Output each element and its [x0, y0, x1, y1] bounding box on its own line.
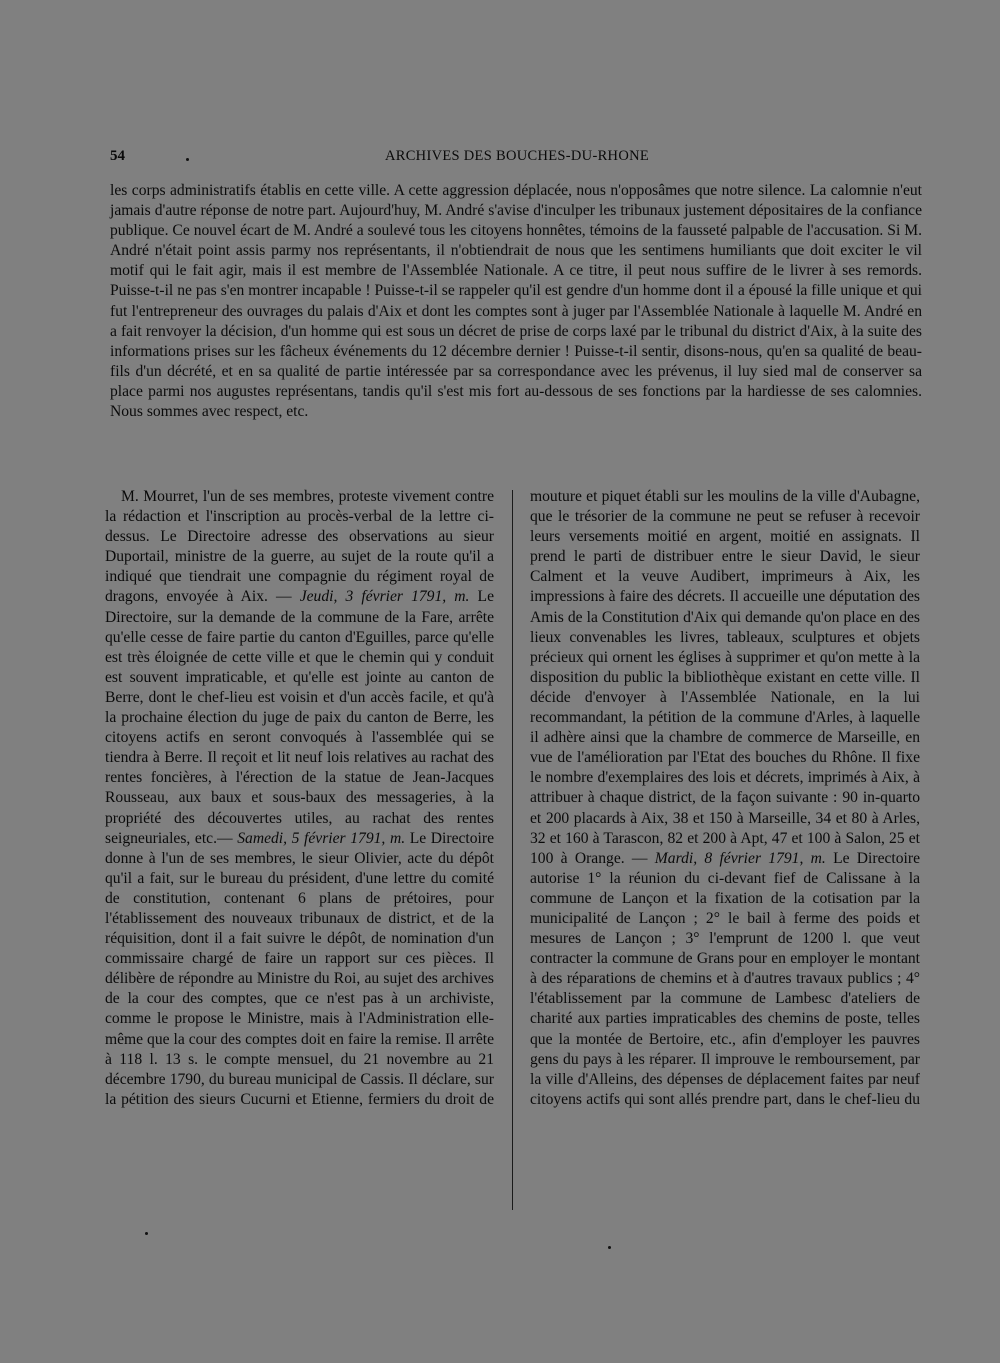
right-date-1: Mardi, 8 février 1791, m.	[654, 849, 826, 867]
page-header	[110, 148, 924, 170]
right-text-part-2: Le Directoire autorise 1° la réunion du ci-devant fief de Calissane à la commune de Lançon et la fixation de la cotisation par la municipalité de Lançon ; 2° le bail à ferme des poids et mesures de Lançon ; 3° l'emprunt de 1200 l. que veut contracter la commune de Grans pour en employer le montant à des réparations de chemins et à d'autres travaux publics ; 4° l'établissement par la commune de Lambesc d'ateliers de charité aux parties impraticables des chemins de poste, telles que la montée de Bertoire, etc., afin d'employer les pauvres gens du pays à les réparer. Il improuve le remboursement, par la ville d'Alleins, des dépenses de déplacement faites par neuf citoyens actifs qui sont allés prendre part, dans le chef-lieu du	[530, 849, 920, 1108]
right-text-part-1: mouture et piquet établi sur les moulins de la ville d'Aubagne, que le trésorier de la commune ne peut se refuser à recevoir leurs versements moitié en argent, moitié en assignats. Il prend le parti de distribuer entre le sieur David, le sieur Calment et la veuve Audibert, imprimeurs à Aix, les impressions à faire des décrets. Il accueille une députation des Amis de la Constitution d'Aix qui demande qu'on place en des lieux convenables les livres, tableaux, sculptures et objets précieux qui ornent les églises à supprimer et qu'on mette à la disposition du public la bibliothèque existant en cette ville. Il décide d'envoyer à l'Assemblée Nationale, en la lui recommandant, la pétition de la commune d'Arles, à laquelle il adhère ainsi que la chambre de commerce de Marseille, en vue de l'amélioration par l'Etat des bouches du Rhône. Il fixe le nombre d'exemplaires des lois et décrets, imprimés à Aix, à attribuer à chaque district, de la façon suivante : 90 in-quarto et 200 placards à Aix, 38 et 150 à Marseille, 34 et 80 à Arles, 32 et 160 à Tarascon, 82 et 200 à Apt, 47 et 100 à Salon, 25 et 100 à Orange. —	[530, 488, 920, 867]
left-column	[105, 487, 494, 1110]
right-column	[530, 487, 920, 1110]
left-text-part-3: Le Directoire donne à l'un de ses membres, le sieur Olivier, acte du dépôt qu'il a fait, sur le bureau du président, d'une lettre du comité de constitution, contenant 6 plans de prétoires, pour l'établissement des nouveaux tribunaux de district, et de la réquisition, dont il a fait suivre le dépôt, de nomination d'un commissaire chargé de faire un rapport sur ces pièces. Il délibère de répondre au Ministre du Roi, au sujet des archives de la cour des comptes, que ce n'est pas à un archiviste, comme le propose le Ministre, mais à l'Administration elle-même que la cour des comptes doit en faire la remise. Il arrête à 118 l. 13 s. le compte mensuel, du 21 novembre au 21 décembre 1790, du bureau municipal de Cassis. Il déclare, sur la pétition des sieurs Cucurni et Etienne, fermiers du droit de	[105, 829, 494, 1108]
top-text-block	[110, 181, 922, 422]
scan-speck	[608, 1246, 611, 1249]
right-column-paragraph	[530, 487, 920, 1110]
page-number: 54	[110, 148, 125, 164]
top-paragraph: les corps administratifs établis en cette ville. A cette aggression déplacée, nous n'opposâmes que notre silence. La calomnie n'eut jamais d'autre réponse de notre part. Aujourd'huy, M. André s'avise d'inculper les tribunaux justement dépositaires de la confiance publique. Ce nouvel écart de M. André a soulevé tous les citoyens honnêtes, témoins de la fausseté palpable de l'accusation. Si M. André n'était point assis parmy nos représentants, il n'obtiendrait de nous que les sentimens humiliants que doit exciter le vil motif qui le fait agir, mais il est membre de l'Assemblée Nationale. A ce titre, il peut nous suffire de le livrer à ses remords. Puisse-t-il ne pas s'en montrer incapable ! Puisse-t-il se rappeler qu'il est gendre d'un homme dont il a épousé la fille unique et qui fut l'entrepreneur des ouvrages du palais d'Aix et dont les comptes sont à juger par l'Assemblée Nationale à laquelle M. André en a fait renvoyer la décision, d'un homme qui est sous un décret de prise de corps laxé par le tribunal du district d'Aix, à la suite des informations prises sur les fâcheux événements du 12 décembre dernier ! Puisse-t-il sentir, disons-nous, qu'en sa qualité de beau-fils d'un décrété, et en sa qualité de partie intéressée par sa correspondance avec les prévenus, il luy sied mal de conserver sa place parmi nos augustes représentans, tandis qu'il s'est mis fort au-dessous de ses fonctions par la hardiesse de ses calomnies. Nous sommes avec respect, etc.	[110, 182, 922, 421]
left-column-paragraph	[105, 487, 494, 1110]
left-text-part-2: Le Directoire, sur la demande de la commune de la Fare, arrête qu'elle cesse de faire partie du canton d'Eguilles, parce qu'elle est très éloignée de cette ville et que le chemin qui y conduit est souvent impraticable, et qu'elle est jointe au canton de Berre, dont le chef-lieu est voisin et d'un accès facile, et qu'à la prochaine élection du juge de paix du canton de Berre, les citoyens actifs en seront convoqués à l'assemblée qui se tiendra à Berre. Il reçoit et lit neuf lois relatives au rachat des rentes foncières, à l'érection de la statue de Jean-Jacques Rousseau, aux baux et sous-baux des messageries, à la propriété des découvertes utiles, au rachat des rentes seigneuriales, etc.—	[105, 588, 494, 847]
left-date-1: Jeudi, 3 février 1791, m.	[299, 588, 470, 606]
column-divider	[512, 490, 513, 1210]
left-date-2: Samedi, 5 février 1791, m.	[237, 829, 406, 847]
left-text-part-1: M. Mourret, l'un de ses membres, proteste vivement contre la rédaction et l'inscription au procès-verbal de la lettre ci-dessus. Le Directoire adresse des observations au sieur Duportail, ministre de la guerre, au sujet de la route qu'il a indiqué que tiendrait une compagnie du régiment royal de dragons, envoyée à Aix. —	[105, 488, 494, 606]
scan-speck	[145, 1232, 148, 1235]
running-title: ARCHIVES DES BOUCHES-DU-RHONE	[384, 148, 650, 164]
scan-speck	[186, 158, 189, 161]
